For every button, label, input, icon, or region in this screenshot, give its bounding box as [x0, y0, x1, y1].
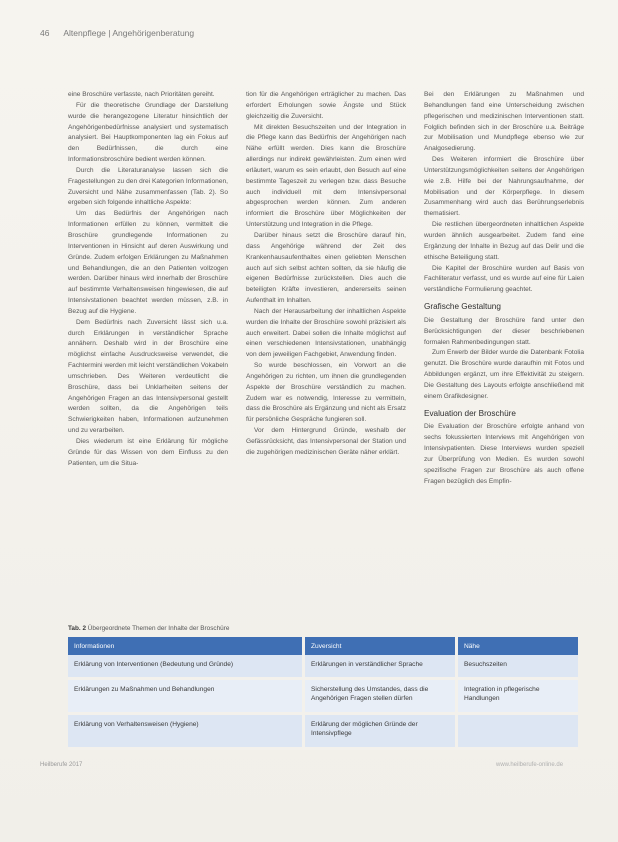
paragraph: Vor dem Hintergrund Gründe, weshalb der Gefässrücksicht, das Intensivpersonal der Station und die zugehörigen medizinischen Geräte näher erklärt.: [246, 427, 406, 456]
table-cell: Integration in pflegerische Handlungen: [457, 679, 579, 714]
paragraph: Dies wiederum ist eine Erklärung für mögliche Gründe für das Wissen von dem Einfluss zu den Patienten, um die Situa-: [68, 438, 228, 467]
paragraph: Mit direkten Besuchszeiten und der Integration in die Pflege kann das Bedürfnis der Angehörigen nach Nähe erfüllt werden. Dies kann die Broschüre allerdings nur indirekt gewährleisten. Zum einen wird erläutert, warum es sein erlaubt, den Besuch auf eine bestimmte Tageszeit zu verlegen bzw. dass Besuche auch individuell mit dem Intensivpersonal abgesprochen werden können. Zum anderen informiert die Broschüre über Möglichkeiten der Unterstützung und Integration in die Pflege.: [246, 123, 406, 229]
table-row: [68, 714, 578, 749]
table-header-cell: Nähe: [457, 637, 579, 655]
paragraph: Bei den Erklärungen zu Maßnahmen und Behandlungen fand eine Unterscheidung zwischen pflegerischen und medizinischen Interventionen statt. Folglich befinden sich in der Broschüre u.a. Beiträge zur Mobilisation und Mundpflege ebenso wie zur Analgosedierung.: [424, 91, 584, 153]
table-caption-text: Übergeordnete Themen der Inhalte der Broschüre: [87, 625, 230, 632]
table-cell: Besuchszeiten: [457, 655, 579, 679]
table-cell: Erklärung von Interventionen (Bedeutung und Gründe): [68, 655, 304, 679]
table-row: [68, 655, 578, 679]
paragraph: Um das Bedürfnis der Angehörigen nach Informationen erfüllen zu können, vermittelt die Broschüre grundlegende Informationen zu Interventionen in Hinsicht auf deren Auswirkung und Gründe. Zudem erfolgen Erklärungen zu Maßnahmen und Behandlungen, die an den Patienten vollzogen werden. Darüber hinaus wird innerhalb der Broschüre auf bestimmte Verhaltensweisen hingewiesen, die auf Intensivstationen beachtet werden müssen, z.B. in Bezug auf die Hygiene.: [68, 210, 228, 315]
paragraph: Die Kapitel der Broschüre wurden auf Basis von Fachliteratur verfasst, und es wurde auf eine für Laien verständliche Formulierung geachtet.: [424, 264, 584, 294]
paragraph: eine Broschüre verfasste, nach Prioritäten gereiht.: [68, 91, 215, 98]
text-column-1: [68, 90, 228, 470]
text-column-2: [246, 90, 406, 459]
table-cell: Sicherstellung des Umstandes, dass die Angehörigen Fragen stellen dürfen: [304, 679, 457, 714]
table-cell: [457, 714, 579, 749]
table-header-cell: Zuversicht: [304, 637, 457, 655]
themes-table: [68, 637, 578, 750]
table-cell: Erklärungen zu Maßnahmen und Behandlungen: [68, 679, 304, 714]
table-header-cell: Informationen: [68, 637, 304, 655]
table-row: [68, 679, 578, 714]
running-title: Altenpflege | Angehörigenberatung: [63, 28, 195, 38]
paragraph: Nach der Herausarbeitung der inhaltlichen Aspekte wurden die Inhalte der Broschüre sowohl präzisiert als auch erweitert. Dabei sollen die Inhalte möglichst auf einen verschiedenen Intensivstationen, unabhängig von dem jeweiligen Fachgebiet, Anwendung finden.: [246, 307, 406, 359]
paragraph: Für die theoretische Grundlage der Darstellung wurde die herangezogene Literatur hinsichtlich der Angehörigenbedürfnisse analysiert und systematisch analysiert. Bei Hauptkomponenten lag ein Fokus auf den Bedürfnissen, die durch eine Informationsbroschüre bedient werden können.: [68, 101, 228, 164]
table-header-row: [68, 637, 578, 655]
footer-url: www.heilberufe-online.de: [496, 762, 564, 768]
table-label: Tab. 2: [68, 625, 86, 632]
paragraph: Dem Bedürfnis nach Zuversicht lässt sich u.a. durch Erklärungen in verständlicher Sprache annähern. Deshalb wird in der Broschüre eine möglichst einfache Ausdrucksweise verwendet, die Fachtermini werden mit leicht verständlichen Vokabeln umschrieben. Des Weiteren verdeutlicht die Broschüre, dass bei Unklarheiten seitens der Angehörigen Fragen an das Intensivpersonal gestellt werden sollten, da die Angehörigen teils Schwierigkeiten haben, Informationen aufzunehmen und zu verarbeiten.: [68, 318, 228, 435]
paragraph: Die restlichen übergeordneten inhaltlichen Aspekte wurden ähnlich ausgearbeitet. Zudem fand eine Ergänzung der Inhalte in Bezug auf das Delir und die ethische Beteiligung statt.: [424, 221, 584, 261]
paragraph: So wurde beschlossen, ein Vorwort an die Angehörigen zu richten, um ihnen die grundlegenden Aspekte der Broschüre verständlich zu machen. Zudem war es notwendig, Interesse zu vermitteln, dass die Broschüre als Ergänzung und nicht als Ersatz für persönliche Gespräche fungieren soll.: [246, 362, 406, 424]
paragraph: Die Evaluation der Broschüre erfolgte anhand von sechs fokussierten Interviews mit Angehörigen von Intensivpatienten. Diese Interviews wurden speziell zur Überprüfung von Medien. Es wurden sowohl spezifische Fragen zur Broschüre als auch offene Fragen bezüglich des Empfin-: [424, 423, 584, 485]
table-cell: Erklärung von Verhaltensweisen (Hygiene): [68, 714, 304, 749]
paragraph: tion für die Angehörigen erträglicher zu machen. Das erfordert Erholungen sowie Ängste und Stück gleichzeitig die Zuversicht.: [246, 91, 406, 120]
paragraph: Darüber hinaus setzt die Broschüre darauf hin, dass Angehörige während der Zeit des Krankenhausaufenthaltes einen geliebten Menschen auch auf sich selbst achten sollten, da sie häufig die eigenen Bedürfnisse zurückstellen. Dies auch die beteiligten Kräfte investieren, andererseits seinen Aufenthalt im Inhalten.: [246, 231, 406, 305]
paragraph: Zum Erwerb der Bilder wurde die Datenbank Fotolia genutzt. Die Broschüre wurde daraufhin mit Fotos und Abbildungen ergänzt, um ihre Effektivität zu steigern. Die Gestaltung des Layouts erfolgte anschließend mit einem Grafikdesigner.: [424, 349, 584, 400]
paragraph: Durch die Literaturanalyse lassen sich die Fragestellungen zu den drei Kategorien Informationen, Zuversicht und Nähe zusammenfassen (Tab. 2). So ergeben sich folgende inhaltliche Aspekte:: [68, 166, 228, 207]
table-cell: Erklärung der möglichen Gründe der Intensivpflege: [304, 714, 457, 749]
section-heading: Grafische Gestaltung: [424, 302, 501, 312]
section-heading: Evaluation der Broschüre: [424, 408, 516, 418]
table-cell: Erklärungen in verständlicher Sprache: [304, 655, 457, 679]
paragraph: Des Weiteren informiert die Broschüre über Unterstützungsmöglichkeiten seitens der Angehörigen wie z.B. Hilfe bei der Nahrungsaufnahme, der Mobilisation und der Körperpflege. In diesem Zusammenhang wird auch das Berührungserlebnis thematisiert.: [424, 156, 584, 218]
paragraph: Die Gestaltung der Broschüre fand unter den Berücksichtigungen der dieser beschriebenen formalen Rahmenbedingungen statt.: [424, 316, 584, 346]
page-number: 46: [40, 28, 50, 38]
footer-journal: Heilberufe 2017: [40, 762, 83, 768]
table-caption: [68, 625, 568, 632]
running-header: [40, 28, 580, 42]
text-column-3: [424, 90, 584, 488]
